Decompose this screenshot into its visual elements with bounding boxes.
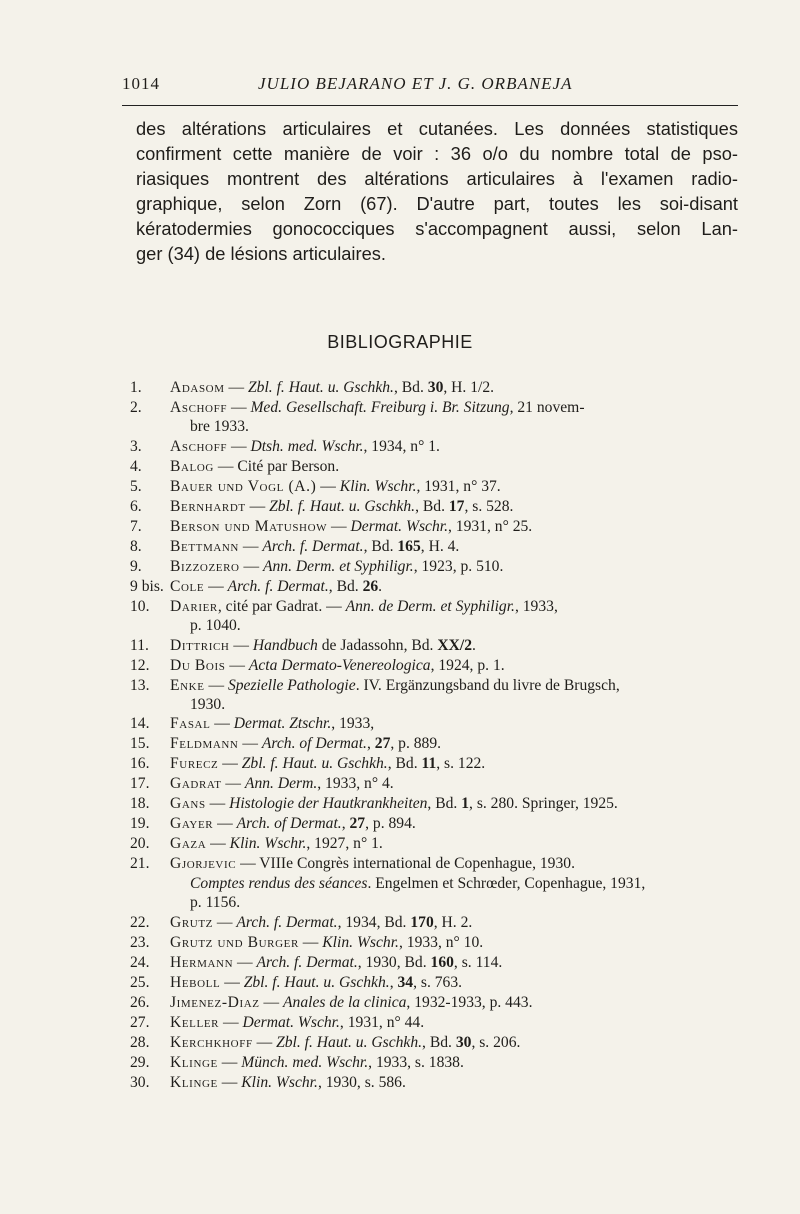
entry-line bbox=[130, 676, 740, 695]
entry-tail: , H. 4. bbox=[420, 537, 460, 555]
entry-line bbox=[130, 794, 740, 813]
entry-details: , 1924, p. 1. bbox=[430, 656, 505, 674]
entry-volume: 27 bbox=[349, 815, 366, 833]
entry-details: , 1932-1933, p. 443. bbox=[406, 993, 533, 1011]
entry-details: , Bd. bbox=[415, 497, 449, 515]
entry-details: , Bd. bbox=[363, 537, 398, 555]
bibliography-entry bbox=[130, 457, 740, 477]
entry-author: Aschoff bbox=[170, 399, 228, 416]
entry-author: Bauer und Vogl (A.) bbox=[170, 477, 317, 495]
entry-number: 24. bbox=[130, 953, 150, 971]
entry-author: Furecz bbox=[170, 755, 219, 773]
entry-line bbox=[130, 577, 740, 596]
entry-line bbox=[130, 417, 740, 436]
entry-number: 4. bbox=[130, 457, 142, 475]
entry-author: Feldmann bbox=[170, 735, 239, 753]
running-header bbox=[122, 74, 738, 100]
entry-separator: — bbox=[298, 933, 323, 951]
entry-author: Aschoff bbox=[170, 437, 228, 455]
entry-line bbox=[130, 734, 740, 753]
entry-source: Klin. Wschr. bbox=[322, 933, 399, 951]
entry-separator: — bbox=[213, 815, 237, 833]
entry-details: , 1934, Bd. bbox=[337, 913, 411, 931]
entry-volume: XX/2 bbox=[437, 636, 473, 654]
entry-source: Handbuch bbox=[252, 636, 318, 654]
entry-number: 26. bbox=[130, 993, 150, 1011]
entry-source: Zbl. f. Haut. u. Gschkh. bbox=[247, 379, 394, 396]
entry-line bbox=[130, 616, 740, 635]
entry-source: Zbl. f. Haut. u. Gschkh. bbox=[276, 1033, 423, 1051]
entry-number: 28. bbox=[130, 1033, 150, 1051]
running-head-authors: JULIO BEJARANO ET J. G. ORBANEJA bbox=[258, 74, 573, 93]
entry-separator: — bbox=[225, 656, 249, 674]
entry-source: Zbl. f. Haut. u. Gschkh. bbox=[241, 755, 388, 773]
entry-line bbox=[130, 636, 740, 655]
bibliography-entry bbox=[130, 378, 740, 398]
entry-details: , Bd. bbox=[427, 795, 462, 813]
entry-separator: — bbox=[227, 399, 251, 416]
section-title: BIBLIOGRAPHIE bbox=[327, 332, 473, 352]
bibliography-entry bbox=[130, 814, 740, 834]
entry-details: , 1933, n° 4. bbox=[317, 775, 394, 793]
entry-author: Adasom bbox=[170, 379, 225, 396]
entry-tail: , s. 206. bbox=[471, 1033, 521, 1051]
entry-volume: 34 bbox=[397, 973, 414, 991]
entry-number: 2. bbox=[130, 399, 142, 416]
entry-details: , 1931, n° 37. bbox=[416, 477, 501, 495]
bibliography-entry bbox=[130, 497, 740, 517]
entry-source: Spezielle Pathologie bbox=[227, 676, 356, 694]
entry-number: 29. bbox=[130, 1053, 150, 1071]
entry-separator: — bbox=[327, 517, 351, 535]
entry-details: 21 novem- bbox=[513, 399, 585, 416]
entry-separator: — bbox=[316, 477, 340, 495]
entry-line bbox=[130, 993, 740, 1012]
entry-source: Münch. med. Wschr. bbox=[241, 1053, 369, 1071]
entry-line bbox=[130, 973, 740, 992]
bibliography-entry bbox=[130, 754, 740, 774]
entry-line bbox=[130, 378, 740, 397]
entry-number: 3. bbox=[130, 437, 142, 455]
entry-separator: — bbox=[217, 1073, 242, 1091]
entry-separator: — bbox=[227, 437, 251, 455]
entry-line bbox=[130, 933, 740, 952]
entry-line bbox=[130, 695, 740, 714]
intro-paragraph bbox=[136, 116, 738, 266]
entry-line bbox=[130, 854, 740, 873]
bibliography-entry bbox=[130, 1013, 740, 1033]
entry-separator: — bbox=[238, 537, 263, 555]
paragraph-line: des altérations articulaires et cutanées. Les données statistiques bbox=[136, 118, 738, 139]
bibliography-list bbox=[130, 378, 740, 1093]
entry-details: de Jadassohn, Bd. bbox=[317, 636, 438, 654]
entry-source: Dermat. Wschr. bbox=[242, 1013, 340, 1031]
entry-volume: 160 bbox=[430, 953, 454, 971]
entry-details: , 1927, n° 1. bbox=[306, 835, 383, 853]
entry-tail: , s. 122. bbox=[436, 755, 486, 773]
entry-details: , Bd. bbox=[328, 577, 363, 595]
bibliography-entry bbox=[130, 477, 740, 497]
entry-author: Gaza bbox=[170, 835, 207, 853]
entry-details: 1930. bbox=[190, 695, 226, 713]
entry-source: Klin. Wschr. bbox=[229, 835, 307, 853]
paragraph-line: confirment cette manière de voir : 36 o/o du nombre total de pso- bbox=[136, 143, 738, 164]
bibliography-entry bbox=[130, 973, 740, 993]
entry-number: 21. bbox=[130, 855, 150, 873]
entry-details: bre 1933. bbox=[190, 418, 249, 436]
entry-line bbox=[130, 537, 740, 556]
entry-separator: — bbox=[219, 1013, 243, 1031]
entry-tail: . bbox=[378, 577, 383, 595]
entry-source: Dermat. Ztschr. bbox=[233, 715, 332, 733]
entry-separator: — bbox=[206, 835, 230, 853]
entry-volume: 17 bbox=[448, 497, 465, 515]
entry-number: 12. bbox=[130, 656, 150, 674]
entry-separator: — bbox=[236, 855, 260, 873]
entry-author: Keller bbox=[170, 1013, 220, 1031]
entry-source: Klin. Wschr. bbox=[339, 477, 417, 495]
entry-author: Bernhardt bbox=[170, 497, 246, 515]
entry-author: Klinge bbox=[170, 1053, 218, 1071]
entry-number: 11. bbox=[130, 636, 149, 654]
bibliography-entry bbox=[130, 854, 740, 912]
entry-tail: , s. 763. bbox=[413, 973, 463, 991]
entry-number: 5. bbox=[130, 477, 142, 495]
entry-details: , Bd. bbox=[387, 755, 422, 773]
entry-source: Comptes rendus des séances bbox=[190, 874, 368, 892]
entry-author: Fasal bbox=[170, 715, 211, 733]
entry-line bbox=[130, 497, 740, 516]
entry-author: Gayer bbox=[170, 815, 214, 833]
entry-author: Balog bbox=[170, 457, 214, 475]
entry-number: 25. bbox=[130, 973, 150, 991]
entry-source: Arch. f. Dermat. bbox=[256, 953, 358, 971]
entry-line bbox=[130, 1073, 740, 1092]
entry-tail: , s. 280. Springer, 1925. bbox=[469, 795, 618, 813]
bibliography-entry bbox=[130, 734, 740, 754]
bibliography-entry bbox=[130, 933, 740, 953]
entry-author: Gjorjevic bbox=[170, 855, 237, 873]
entry-separator: — bbox=[210, 715, 234, 733]
entry-source: Ann. de Derm. et Syphiligr. bbox=[345, 597, 515, 615]
entry-source: Dermat. Wschr. bbox=[350, 517, 448, 535]
entry-tail: , s. 528. bbox=[464, 497, 514, 515]
entry-number: 16. bbox=[130, 755, 150, 773]
bibliography-entry bbox=[130, 537, 740, 557]
entry-details: , 1931, n° 25. bbox=[447, 517, 533, 535]
bibliography-entry bbox=[130, 398, 740, 437]
entry-details: , bbox=[341, 815, 350, 833]
bibliography-entry bbox=[130, 1053, 740, 1073]
bibliography-entry bbox=[130, 1033, 740, 1053]
paragraph-line: ger (34) de lésions articulaires. bbox=[136, 243, 386, 264]
entry-line bbox=[130, 814, 740, 833]
entry-author: Bizzozero bbox=[170, 557, 240, 575]
entry-separator: — bbox=[212, 913, 237, 931]
entry-details: , 1933, bbox=[514, 597, 558, 615]
entry-author: Enke bbox=[170, 676, 205, 694]
entry-author: Klinge bbox=[170, 1073, 218, 1091]
entry-separator: — bbox=[252, 1033, 277, 1051]
entry-source: Arch. f. Dermat. bbox=[236, 913, 338, 931]
entry-source: Arch. f. Dermat. bbox=[262, 537, 364, 555]
entry-source: Arch. of Dermat. bbox=[261, 735, 367, 753]
entry-line bbox=[130, 834, 740, 853]
entry-separator: — bbox=[245, 497, 270, 515]
entry-details: , 1931, n° 44. bbox=[339, 1013, 425, 1031]
entry-volume: 27 bbox=[374, 735, 391, 753]
entry-number: 13. bbox=[130, 676, 150, 694]
entry-volume: 11 bbox=[421, 755, 437, 773]
entry-separator: — bbox=[238, 735, 262, 753]
entry-author: Grutz bbox=[170, 913, 213, 931]
entry-line bbox=[130, 874, 740, 893]
entry-volume: 30 bbox=[427, 379, 444, 396]
entry-author: Gadrat bbox=[170, 775, 222, 793]
entry-line bbox=[130, 1033, 740, 1052]
entry-line bbox=[130, 913, 740, 932]
entry-separator: — bbox=[213, 457, 238, 475]
bibliography-entry bbox=[130, 636, 740, 656]
entry-author: Darier bbox=[170, 597, 218, 615]
entry-number: 15. bbox=[130, 735, 150, 753]
entry-number: 27. bbox=[130, 1013, 150, 1031]
entry-line bbox=[130, 714, 740, 733]
entry-separator: , cité par Gadrat. — bbox=[217, 597, 346, 615]
entry-tail: , p. 894. bbox=[365, 815, 416, 833]
entry-line bbox=[130, 398, 740, 417]
entry-number: 8. bbox=[130, 537, 142, 555]
bibliography-entry bbox=[130, 557, 740, 577]
entry-details: , 1930, s. 586. bbox=[317, 1073, 406, 1091]
entry-number: 1. bbox=[130, 379, 142, 396]
entry-source: Histologie der Hautkrankheiten bbox=[229, 795, 428, 813]
entry-separator: — bbox=[205, 795, 230, 813]
entry-details: Cité par Berson. bbox=[237, 457, 340, 475]
entry-author: Dittrich bbox=[170, 636, 230, 654]
entry-details: p. 1156. bbox=[190, 894, 241, 912]
entry-source: Dtsh. med. Wschr. bbox=[250, 437, 364, 455]
entry-details: , Bd. bbox=[393, 379, 428, 396]
entry-line bbox=[130, 893, 740, 912]
paragraph-line: riasiques montrent des altérations articulaires à l'examen radio- bbox=[136, 168, 738, 189]
entry-line bbox=[130, 1053, 740, 1072]
bibliography-entry bbox=[130, 953, 740, 973]
entry-author: Heboll bbox=[170, 973, 221, 991]
bibliography-entry bbox=[130, 437, 740, 457]
entry-source: Anales de la clinica bbox=[283, 993, 407, 1011]
entry-author: Du Bois bbox=[170, 656, 226, 674]
entry-source: Zbl. f. Haut. u. Gschkh. bbox=[243, 973, 390, 991]
entry-separator: — bbox=[239, 557, 263, 575]
entry-number: 9 bis. bbox=[130, 577, 164, 595]
entry-separator: — bbox=[224, 379, 248, 396]
entry-details: , bbox=[366, 735, 375, 753]
bibliography-entry bbox=[130, 656, 740, 676]
entry-details: , 1933, s. 1838. bbox=[368, 1053, 464, 1071]
entry-details: , 1933, n° 10. bbox=[398, 933, 484, 951]
entry-details: , 1934, n° 1. bbox=[363, 437, 440, 455]
entry-number: 7. bbox=[130, 517, 142, 535]
entry-author: Hermann bbox=[170, 953, 234, 971]
entry-separator: — bbox=[220, 973, 244, 991]
entry-separator: — bbox=[259, 993, 283, 1011]
bibliography-entry bbox=[130, 577, 740, 597]
entry-tail: , H. 2. bbox=[433, 913, 473, 931]
entry-volume: 30 bbox=[455, 1033, 472, 1051]
entry-separator: — bbox=[204, 676, 228, 694]
entry-author: Grutz und Burger bbox=[170, 933, 299, 951]
entry-number: 30. bbox=[130, 1073, 150, 1091]
entry-number: 6. bbox=[130, 497, 142, 515]
entry-source: Arch. f. Dermat. bbox=[227, 577, 329, 595]
entry-number: 9. bbox=[130, 557, 142, 575]
entry-number: 10. bbox=[130, 597, 150, 615]
entry-author: Jimenez-Diaz bbox=[170, 993, 260, 1011]
entry-number: 19. bbox=[130, 815, 150, 833]
bibliography-entry bbox=[130, 517, 740, 537]
entry-separator: — bbox=[204, 577, 228, 595]
bibliography-entry bbox=[130, 1073, 740, 1093]
entry-line bbox=[130, 477, 740, 496]
entry-details: . Engelmen et Schrœder, Copenhague, 1931, bbox=[367, 874, 646, 892]
entry-line bbox=[130, 953, 740, 972]
entry-author: Kerchkhoff bbox=[170, 1033, 253, 1051]
entry-details: , 1930, Bd. bbox=[357, 953, 431, 971]
entry-volume: 165 bbox=[397, 537, 421, 555]
entry-source: Ann. Derm. et Syphiligr. bbox=[262, 557, 414, 575]
entry-source: Ann. Derm. bbox=[244, 775, 318, 793]
bibliography-entry bbox=[130, 714, 740, 734]
entry-number: 23. bbox=[130, 933, 150, 951]
entry-details: . IV. Ergänzungsband du livre de Brugsch, bbox=[355, 676, 620, 694]
entry-details: VIIIe Congrès international de Copenhague, 1930. bbox=[259, 855, 575, 873]
entry-line bbox=[130, 457, 740, 476]
entry-source: Arch. of Dermat. bbox=[236, 815, 342, 833]
bibliography-entry bbox=[130, 794, 740, 814]
bibliography-entry bbox=[130, 913, 740, 933]
entry-line bbox=[130, 557, 740, 576]
bibliography-entry bbox=[130, 993, 740, 1013]
entry-separator: — bbox=[217, 1053, 242, 1071]
entry-details: , bbox=[389, 973, 398, 991]
entry-tail: . bbox=[472, 636, 476, 654]
entry-line bbox=[130, 437, 740, 456]
entry-volume: 170 bbox=[410, 913, 434, 931]
entry-source: Acta Dermato-Venereologica bbox=[248, 656, 431, 674]
header-rule bbox=[122, 105, 738, 106]
entry-separator: — bbox=[221, 775, 245, 793]
entry-source: Klin. Wschr. bbox=[241, 1073, 318, 1091]
entry-number: 18. bbox=[130, 795, 150, 813]
entry-tail: , s. 114. bbox=[453, 953, 503, 971]
entry-source: Zbl. f. Haut. u. Gschkh. bbox=[269, 497, 416, 515]
entry-tail: , H. 1/2. bbox=[443, 379, 495, 396]
entry-details: , 1923, p. 510. bbox=[413, 557, 504, 575]
page-number: 1014 bbox=[122, 74, 160, 93]
entry-details: p. 1040. bbox=[190, 617, 241, 635]
entry-volume: 26 bbox=[362, 577, 379, 595]
bibliography-entry bbox=[130, 597, 740, 636]
entry-line bbox=[130, 754, 740, 773]
entry-number: 14. bbox=[130, 715, 150, 733]
entry-number: 20. bbox=[130, 835, 150, 853]
entry-separator: — bbox=[229, 636, 253, 654]
entry-number: 22. bbox=[130, 913, 150, 931]
entry-author: Berson und Matushow bbox=[170, 517, 328, 535]
entry-author: Gans bbox=[170, 795, 206, 813]
entry-number: 17. bbox=[130, 775, 150, 793]
entry-tail: , p. 889. bbox=[390, 735, 442, 753]
entry-volume: 1 bbox=[461, 795, 470, 813]
entry-line bbox=[130, 774, 740, 793]
entry-line bbox=[130, 517, 740, 536]
entry-line bbox=[130, 1013, 740, 1032]
entry-separator: — bbox=[233, 953, 257, 971]
entry-details: , Bd. bbox=[422, 1033, 456, 1051]
bibliography-entry bbox=[130, 834, 740, 854]
entry-source: Med. Gesellschaft. Freiburg i. Br. Sitzung, bbox=[250, 399, 514, 416]
entry-author: Bettmann bbox=[170, 537, 239, 555]
entry-line bbox=[130, 656, 740, 675]
entry-separator: — bbox=[218, 755, 242, 773]
entry-author: Cole bbox=[170, 577, 205, 595]
bibliography-entry bbox=[130, 676, 740, 715]
paragraph-line: graphique, selon Zorn (67). D'autre part, toutes les soi-disant bbox=[136, 193, 738, 214]
entry-line bbox=[130, 597, 740, 616]
bibliography-entry bbox=[130, 774, 740, 794]
entry-details: , 1933, bbox=[331, 715, 375, 733]
paragraph-line: kératodermies gonococciques s'accompagnent aussi, selon Lan- bbox=[136, 218, 738, 239]
